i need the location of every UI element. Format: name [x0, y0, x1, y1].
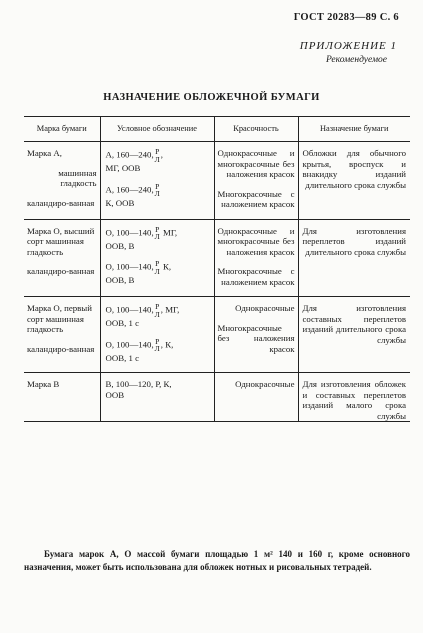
designation-cell — [100, 297, 214, 373]
designation-main: О, 100—140, — [105, 227, 154, 237]
designation-cell — [100, 373, 214, 422]
fraction-bottom: Л — [154, 189, 160, 198]
grade-text: каландиро-ванная — [27, 266, 95, 276]
appendix-label: ПРИЛОЖЕНИЕ 1 — [299, 40, 397, 52]
designation-cell — [100, 142, 214, 220]
designation-main: А, 160—240, — [105, 184, 154, 194]
designation-line2: ООВ, 1 с — [105, 352, 139, 363]
designation-suffix: МГ, — [160, 227, 178, 237]
footnote: Бумага марок А, О массой бумаги площадью 1 м² 140 и 160 г, кроме основного назначения, может быть использована для обложек нотных и рисовальных тетрадей. — [24, 549, 410, 572]
grade-text: Марка О, первый сорт машинная гладкость — [27, 303, 92, 334]
table-row — [24, 373, 410, 422]
table-row — [24, 297, 410, 373]
grade-text: машинная гладкость — [58, 167, 97, 188]
paper-purpose-table — [24, 116, 410, 422]
column-header-designation: Условное обозначение — [100, 117, 214, 142]
grade-text: Марка О, высший сорт машинная гладкость — [27, 225, 95, 257]
fraction-top: Р — [155, 181, 160, 191]
grade-text: Марка А, — [27, 148, 62, 158]
designation-line2: МГ, ООВ — [105, 163, 141, 173]
designation-main: В, 100—120, Р, К, — [105, 379, 172, 389]
fraction-top: Р — [155, 302, 160, 311]
designation-line2: ООВ, В — [105, 275, 135, 285]
grade-cell — [24, 297, 100, 373]
designation-entry — [106, 148, 212, 174]
column-header-grade: Марка бумаги — [24, 117, 100, 142]
designation-main: О, 100—140, — [105, 261, 154, 272]
colors-text: Однокрасочные и многокрасочные без наложения красок — [217, 148, 295, 179]
fraction-bottom: Л — [154, 154, 160, 164]
fraction-mark — [155, 303, 160, 318]
designation-main: А, 160—240, — [105, 149, 154, 160]
grade-text: каландиро-ванная — [27, 343, 95, 354]
colors-text: Многокрасочные с наложением красок — [217, 266, 295, 287]
designation-line2: ООВ, 1 с — [105, 318, 139, 328]
designation-suffix: , — [160, 149, 163, 160]
grade-cell — [24, 142, 100, 220]
table-header-row — [24, 117, 410, 142]
table-row — [24, 142, 410, 220]
purpose-cell: Для изготовления обложек и составных переплетов изданий малого срока службы — [298, 373, 410, 422]
fraction-mark — [155, 183, 160, 198]
purpose-cell: Обложки для обычного крытья, вроспуск и внакидку изданий длительного срока службы — [298, 142, 410, 220]
designation-entry — [106, 338, 212, 364]
page-title: НАЗНАЧЕНИЕ ОБЛОЖЕЧНОЙ БУМАГИ — [103, 92, 320, 103]
fraction-top: Р — [155, 336, 160, 346]
colors-cell — [214, 219, 298, 297]
designation-entry — [106, 303, 212, 329]
column-header-colors: Красочность — [214, 117, 298, 142]
colors-text: Однокрасочные — [235, 303, 295, 313]
fraction-mark — [155, 338, 160, 353]
designation-line2: ООВ, В — [105, 240, 135, 251]
grade-text: каландиро-ванная — [27, 197, 95, 208]
fraction-mark — [155, 226, 160, 241]
colors-cell — [214, 142, 298, 220]
fraction-bottom: Л — [154, 232, 160, 241]
fraction-bottom: Л — [154, 309, 160, 319]
grade-cell — [24, 219, 100, 297]
colors-cell — [214, 297, 298, 373]
grade-cell — [24, 373, 100, 422]
designation-entry — [106, 183, 212, 209]
designation-suffix: К, — [160, 261, 172, 272]
colors-text: Многокрасочные с наложением красок — [217, 188, 295, 209]
designation-line2: К, ООВ — [105, 197, 135, 208]
designation-main: О, 100—140, — [105, 339, 154, 349]
fraction-mark — [155, 148, 160, 163]
designation-entry — [106, 379, 212, 400]
purpose-cell: Для изготовления переплетов изданий длительного срока службы — [298, 219, 410, 297]
designation-suffix: , МГ, — [160, 304, 180, 315]
appendix-status: Рекомендуемое — [325, 55, 387, 65]
colors-text: Многокрасочные без наложения красок — [217, 322, 295, 354]
grade-text: Марка В — [27, 379, 60, 389]
fraction-top: Р — [155, 224, 160, 234]
designation-entry — [106, 226, 212, 252]
colors-cell — [214, 373, 298, 422]
colors-text: Однокрасочные и многокрасочные без наложения красок — [217, 225, 295, 257]
purpose-cell: Для изготовления составных переплетов изданий длительного срока службы — [298, 297, 410, 373]
colors-text: Однокрасочные — [235, 379, 295, 389]
fraction-top: Р — [155, 259, 160, 268]
fraction-top: Р — [155, 147, 160, 156]
column-header-purpose: Назначение бумаги — [298, 117, 410, 142]
fraction-bottom: Л — [154, 266, 160, 276]
designation-suffix: , К, — [160, 339, 174, 349]
designation-line2: ООВ — [105, 389, 125, 400]
standard-header: ГОСТ 20283—89 С. 6 — [293, 12, 399, 23]
designation-main: О, 100—140, — [105, 304, 154, 315]
fraction-mark — [155, 260, 160, 275]
designation-cell — [100, 219, 214, 297]
designation-entry — [106, 260, 212, 286]
fraction-bottom: Л — [154, 344, 160, 353]
table-row — [24, 219, 410, 297]
